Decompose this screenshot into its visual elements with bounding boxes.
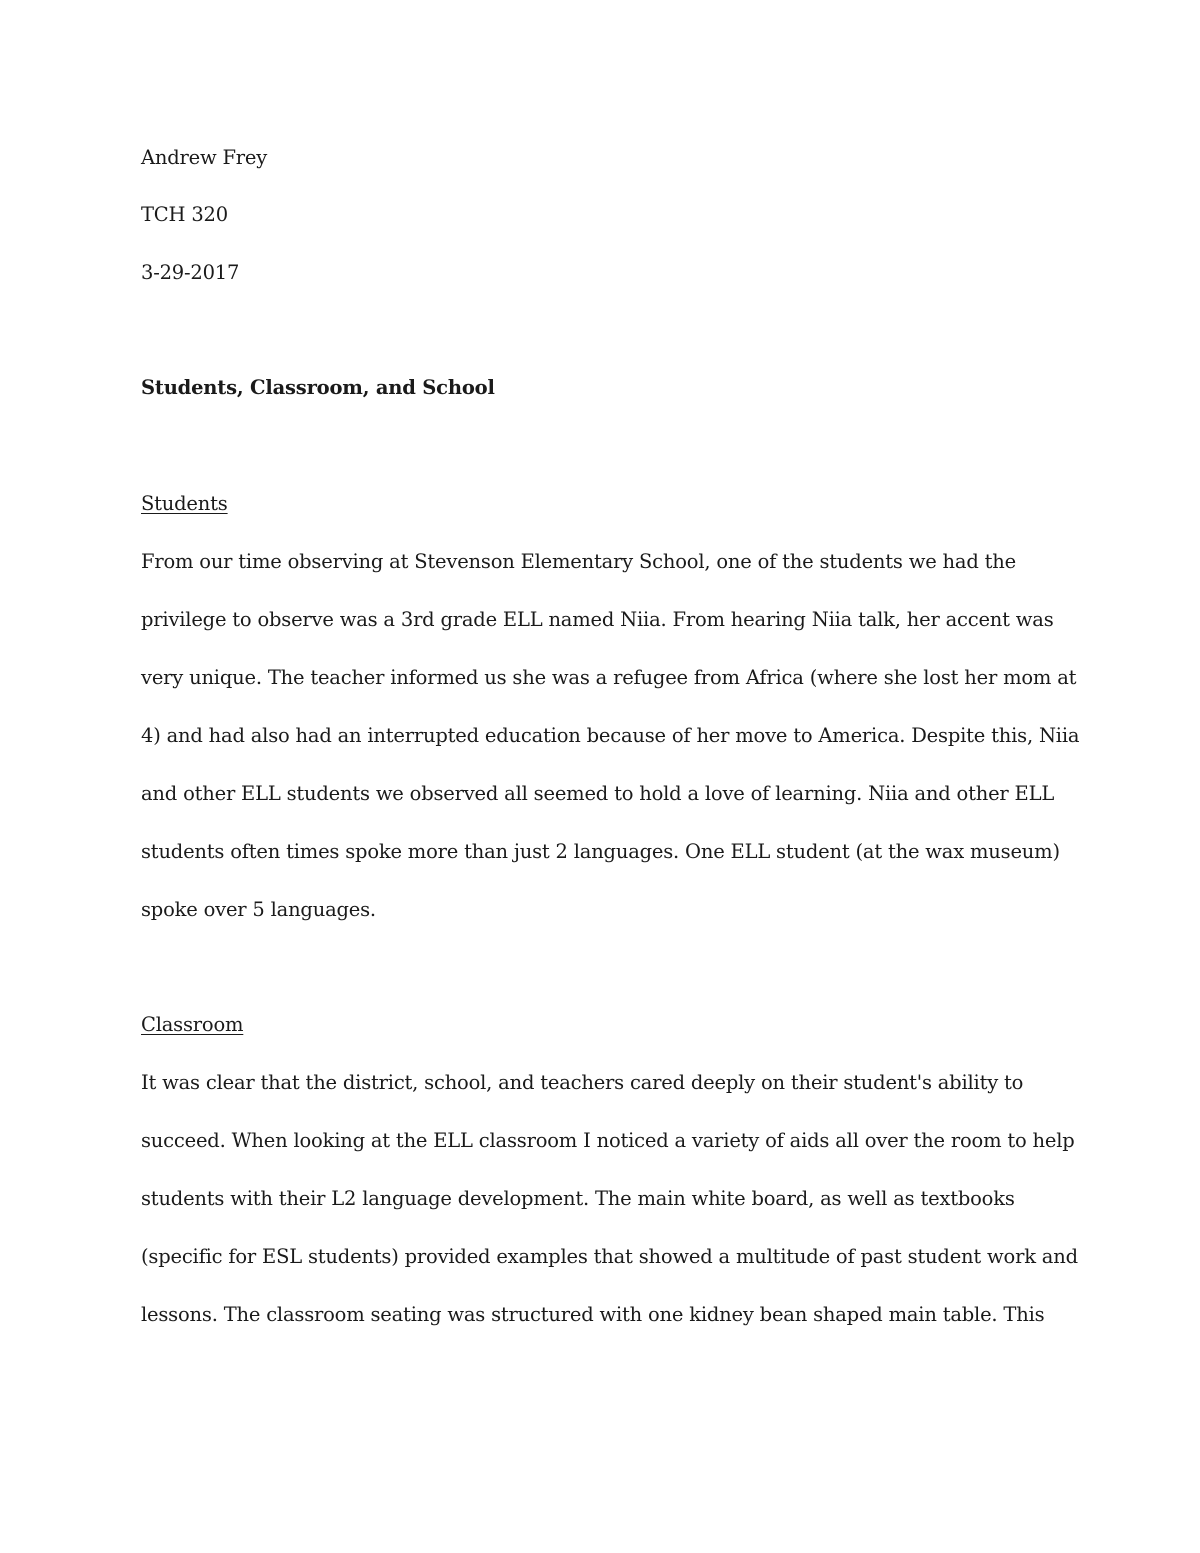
paragraph-line: It was clear that the district, school, and teachers cared deeply on their student's ability to <box>141 1071 1024 1094</box>
section-heading-classroom: Classroom <box>141 1013 244 1036</box>
document-title: Students, Classroom, and School <box>141 376 495 399</box>
paragraph-line: 4) and had also had an interrupted education because of her move to America. Despite this, Niia <box>141 724 1080 747</box>
author-name: Andrew Frey <box>141 146 268 169</box>
course-code: TCH 320 <box>141 203 228 226</box>
paragraph-line: (specific for ESL students) provided examples that showed a multitude of past student work and <box>141 1245 1078 1268</box>
paragraph-line: and other ELL students we observed all seemed to hold a love of learning. Niia and other ELL <box>141 782 1055 805</box>
document-date: 3-29-2017 <box>141 261 240 284</box>
paragraph-line: students with their L2 language development. The main white board, as well as textbooks <box>141 1187 1015 1210</box>
paragraph-line: lessons. The classroom seating was structured with one kidney bean shaped main table. This <box>141 1303 1045 1326</box>
paragraph-line: succeed. When looking at the ELL classroom I noticed a variety of aids all over the room to help <box>141 1129 1075 1152</box>
paragraph-line: From our time observing at Stevenson Elementary School, one of the students we had the <box>141 550 1016 573</box>
paragraph-line: privilege to observe was a 3rd grade ELL named Niia. From hearing Niia talk, her accent was <box>141 608 1054 631</box>
paragraph-line: students often times spoke more than just 2 languages. One ELL student (at the wax museum) <box>141 840 1060 863</box>
paragraph-line: spoke over 5 languages. <box>141 898 376 921</box>
paragraph-line: very unique. The teacher informed us she was a refugee from Africa (where she lost her mom at <box>141 666 1077 689</box>
section-heading-students: Students <box>141 492 228 515</box>
